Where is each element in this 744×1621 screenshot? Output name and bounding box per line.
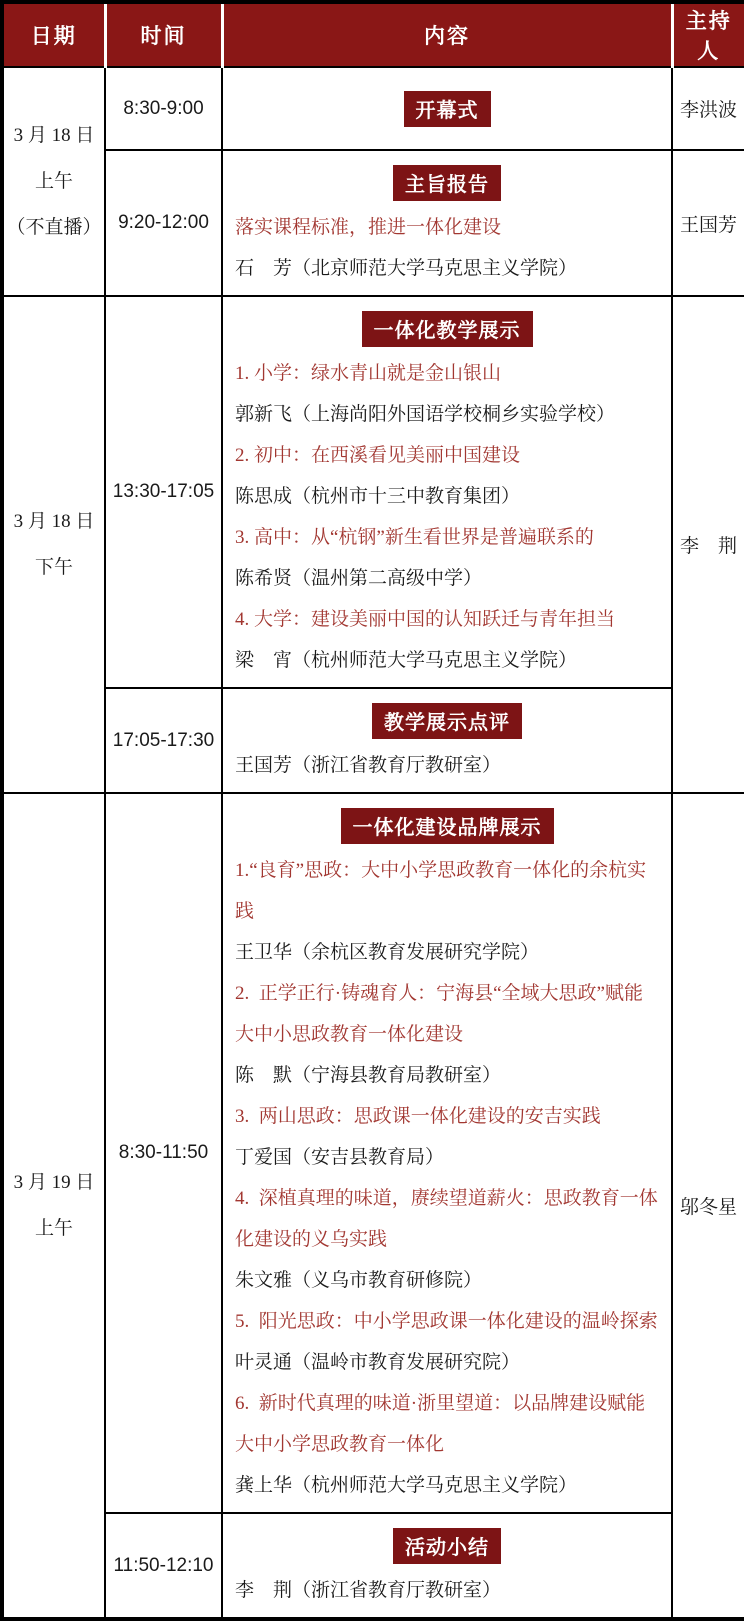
time-cell: 13:30-17:05: [105, 296, 222, 688]
date-line: 上午: [34, 170, 73, 192]
speaker-line: 叶灵通（温岭市教育发展研究院）: [235, 1352, 521, 1373]
speaker-line: 梁 宵（杭州师范大学马克思主义学院）: [235, 650, 578, 671]
date-cell: [2, 296, 105, 793]
date-cell: [2, 793, 105, 1619]
content-cell: [222, 67, 672, 150]
session-badge: 一体化建设品牌展示: [341, 808, 554, 844]
topic-line: 4. 大学：建设美丽中国的认知跃迁与青年担当: [235, 609, 616, 630]
badge-row: [235, 703, 659, 739]
header-cell-host: 主持人: [672, 2, 744, 67]
date-line: 3 月 18 日: [13, 510, 95, 532]
speaker-line: 丁爱国（安吉县教育局）: [235, 1147, 445, 1168]
header-cell-date: 日期: [2, 2, 105, 67]
header-cell-content: 内容: [222, 2, 672, 67]
date-line: 下午: [34, 556, 73, 578]
speaker-line: 陈希贤（温州第二高级中学）: [235, 568, 483, 589]
host-cell: 王国芳: [672, 150, 744, 296]
table-row: [2, 67, 744, 150]
topic-line: 1.“良育”思政：大中小学思政教育一体化的余杭实践: [235, 860, 647, 922]
content-cell: [222, 688, 672, 793]
badge-row: [235, 808, 659, 844]
date-line: （不直播）: [6, 216, 102, 238]
speaker-line: 王国芳（浙江省教育厅教研室）: [235, 755, 502, 776]
table-row: [2, 150, 744, 296]
host-cell: 邬冬星: [672, 793, 744, 1619]
session-badge: 教学展示点评: [372, 703, 522, 739]
speaker-line: 王卫华（余杭区教育发展研究学院）: [235, 942, 540, 963]
table-row: [2, 1513, 744, 1619]
speaker-line: 郭新飞（上海尚阳外国语学校桐乡实验学校）: [235, 404, 616, 425]
header-cell-time: 时间: [105, 2, 222, 67]
topic-line: 落实课程标准，推进一体化建设: [235, 217, 502, 238]
badge-row: [223, 91, 671, 127]
content-cell: [222, 1513, 672, 1619]
table-row: [2, 793, 744, 1513]
session-badge: 开幕式: [404, 91, 491, 127]
topic-line: 3. 两山思政：思政课一体化建设的安吉实践: [235, 1106, 601, 1127]
badge-row: [235, 1528, 659, 1564]
host-cell: 李洪波: [672, 67, 744, 150]
table-row: [2, 688, 744, 793]
time-cell: 11:50-12:10: [105, 1513, 222, 1619]
topic-line: 2. 正学正行·铸魂育人：宁海县“全域大思政”赋能大中小思政教育一体化建设: [235, 983, 643, 1045]
time-cell: 8:30-11:50: [105, 793, 222, 1513]
content-cell: [222, 793, 672, 1513]
content-cell: [222, 150, 672, 296]
speaker-line: 陈思成（杭州市十三中教育集团）: [235, 486, 521, 507]
topic-line: 2. 初中：在西溪看见美丽中国建设: [235, 445, 521, 466]
date-line: 上午: [34, 1217, 73, 1239]
topic-line: 1. 小学：绿水青山就是金山银山: [235, 363, 502, 384]
content-cell: [222, 296, 672, 688]
topic-line: 4. 深植真理的味道，赓续望道薪火：思政教育一体化建设的义乌实践: [235, 1188, 658, 1250]
speaker-line: 朱文雅（义乌市教育研修院）: [235, 1270, 483, 1291]
session-badge: 一体化教学展示: [362, 311, 533, 347]
topic-line: 5. 阳光思政：中小学思政课一体化建设的温岭探索: [235, 1311, 658, 1332]
badge-row: [235, 165, 659, 201]
speaker-line: 李 荆（浙江省教育厅教研室）: [235, 1580, 502, 1601]
speaker-line: 石 芳（北京师范大学马克思主义学院）: [235, 258, 578, 279]
session-badge: 活动小结: [393, 1528, 501, 1564]
topic-line: 6. 新时代真理的味道·浙里望道：以品牌建设赋能大中小学思政教育一体化: [235, 1393, 646, 1455]
badge-row: [235, 311, 659, 347]
table-row: [2, 296, 744, 688]
speaker-line: 龚上华（杭州师范大学马克思主义学院）: [235, 1475, 578, 1496]
time-cell: 17:05-17:30: [105, 688, 222, 793]
topic-line: 3. 高中：从“杭钢”新生看世界是普遍联系的: [235, 527, 594, 548]
date-line: 3 月 19 日: [13, 1171, 95, 1193]
header-row: [2, 2, 744, 67]
host-cell: 李 荆: [672, 296, 744, 793]
session-badge: 主旨报告: [393, 165, 501, 201]
time-cell: 9:20-12:00: [105, 150, 222, 296]
date-line: 3 月 18 日: [13, 124, 95, 146]
date-cell: [2, 67, 105, 296]
speaker-line: 陈 默（宁海县教育局教研室）: [235, 1065, 502, 1086]
time-cell: 8:30-9:00: [105, 67, 222, 150]
